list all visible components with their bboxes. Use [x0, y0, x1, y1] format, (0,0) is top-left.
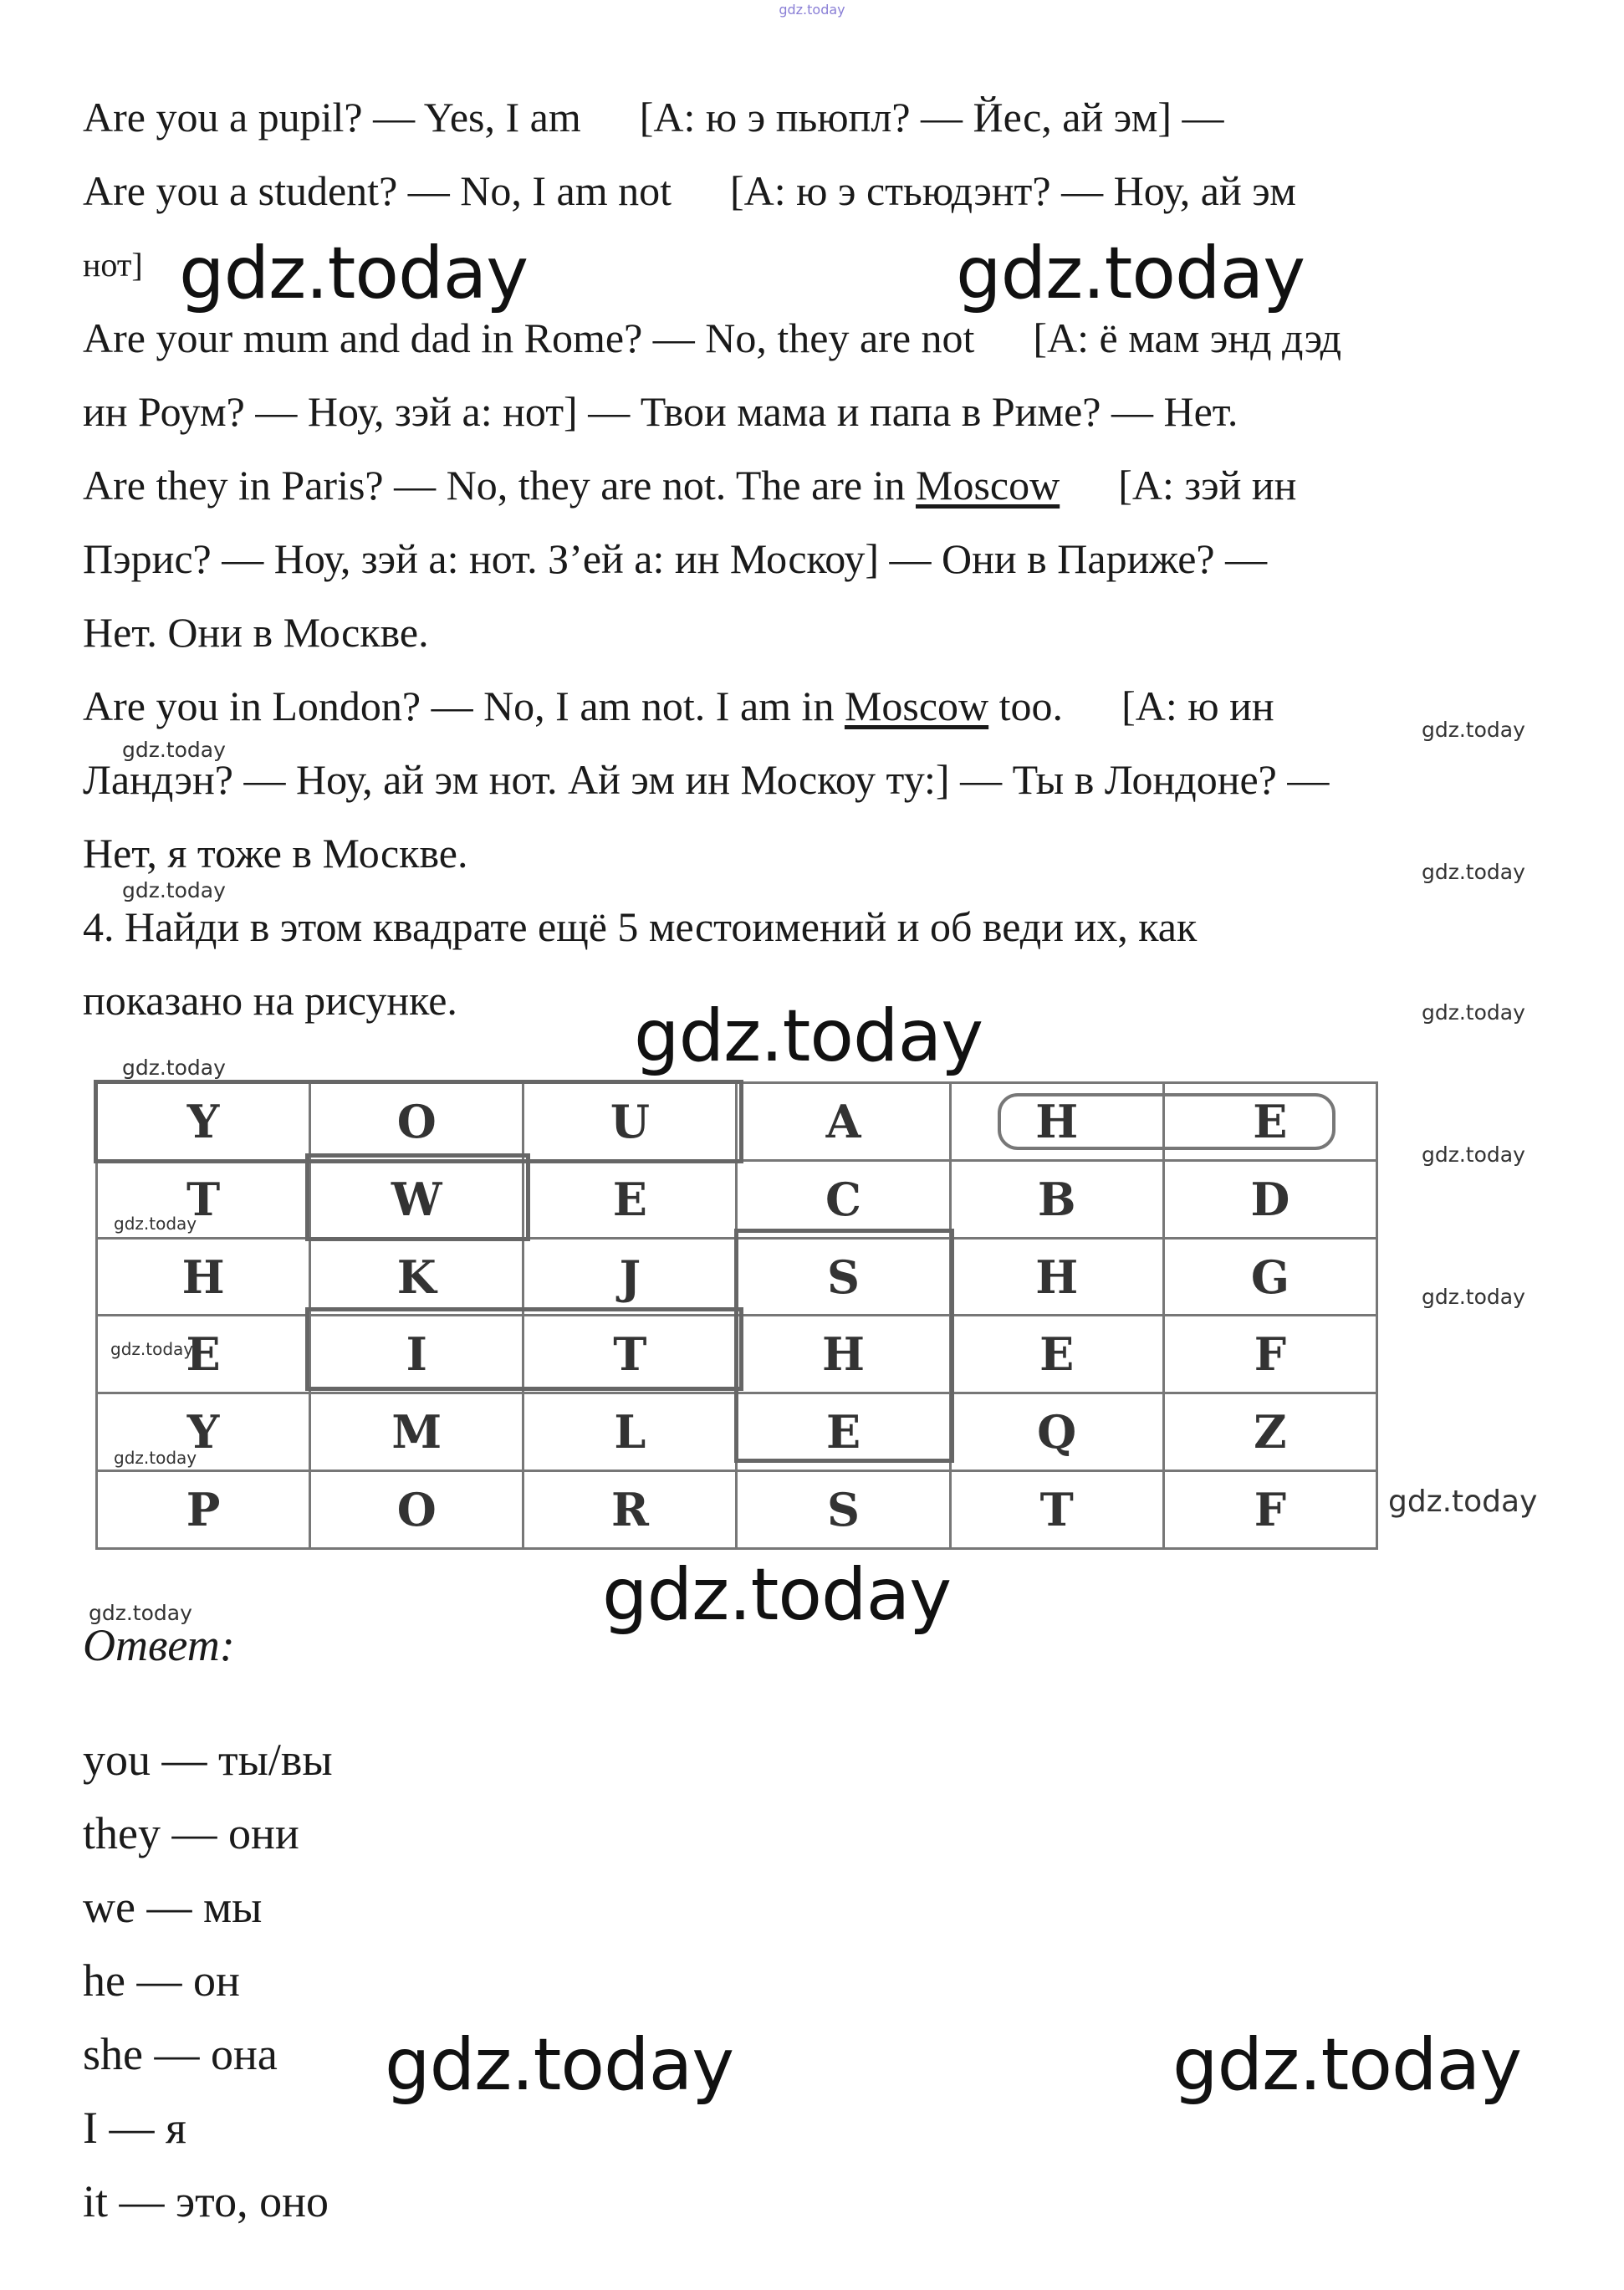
grid-cell: E [950, 1316, 1163, 1393]
task-heading-text: 4. Найди в этом квадрате ещё 5 местоимений и об веди их, как [83, 903, 1198, 950]
grid-cell: L [523, 1393, 737, 1471]
grid-cell: E [523, 1160, 737, 1238]
line-9-english: Are you in London? — No, I am not. I am in [83, 682, 835, 729]
grid-cell: Z [1163, 1393, 1376, 1471]
watermark-small: gdz.today [122, 878, 226, 902]
grid-cell: T [523, 1316, 737, 1393]
watermark-small: gdz.today [1422, 1142, 1525, 1167]
answer-item: you — ты/вы [83, 1735, 333, 1785]
text-line-7 [83, 534, 1267, 584]
grid-row [97, 1083, 1377, 1161]
line-1-english: Are you a pupil? — Yes, I am [83, 94, 581, 141]
grid-cell: T [950, 1471, 1163, 1549]
grid-cell: H [737, 1316, 950, 1393]
text-line-10 [83, 754, 1329, 805]
grid-row [97, 1160, 1377, 1238]
grid-cell: D [1163, 1160, 1376, 1238]
line-3-text: нот] [83, 246, 143, 284]
grid-cell: P [97, 1471, 310, 1549]
answer-item: he — он [83, 1955, 240, 2006]
watermark: gdz.today [1172, 2023, 1522, 2107]
watermark: gdz.today [634, 994, 983, 1078]
grid-cell: B [950, 1160, 1163, 1238]
line-7-text: Пэрис? — Ноу, зэй а: нот. З’ей а: ин Москоу] — Они в Париже? — [83, 535, 1268, 582]
grid-cell: I [310, 1316, 523, 1393]
text-line-6 [83, 460, 1296, 510]
line-5-text: ин Роум? — Ноу, зэй а: нот] — Твои мама и папа в Риме? — Нет. [83, 388, 1238, 435]
line-4-transcription: [А: ё мам энд дэд [1033, 314, 1342, 361]
watermark-tiny: gdz.today [110, 1339, 194, 1359]
watermark-top: gdz.today [779, 2, 845, 18]
grid-cell: Y [97, 1393, 310, 1471]
watermark-tiny: gdz.today [114, 1214, 197, 1234]
grid-cell: S [737, 1471, 950, 1549]
text-line-11 [83, 828, 467, 878]
grid-cell: H [950, 1238, 1163, 1316]
watermark: gdz.today [385, 2023, 734, 2107]
grid-cell: A [737, 1083, 950, 1161]
line-9-transcription: [А: ю ин [1121, 682, 1274, 729]
watermark: gdz.today [956, 232, 1305, 315]
grid-cell: O [310, 1471, 523, 1549]
grid-cell: O [310, 1083, 523, 1161]
answer-item: I — я [83, 2103, 186, 2153]
grid-cell: U [523, 1083, 737, 1161]
watermark-small: gdz.today [1388, 1485, 1538, 1519]
watermark-tiny: gdz.today [114, 1448, 197, 1468]
grid-cell: H [950, 1083, 1163, 1161]
answer-item: it — это, оно [83, 2176, 329, 2226]
watermark: gdz.today [179, 232, 529, 315]
watermark-small: gdz.today [1422, 1000, 1525, 1025]
task-heading [83, 902, 1197, 952]
grid-cell: E [1163, 1083, 1376, 1161]
line-8-text: Нет. Они в Москве. [83, 609, 429, 656]
text-line-4 [83, 313, 1341, 363]
line-9-underlined-word: Moscow [844, 682, 989, 729]
grid-cell: W [310, 1160, 523, 1238]
text-line-8 [83, 607, 429, 657]
grid-cell: K [310, 1238, 523, 1316]
grid-cell: E [737, 1393, 950, 1471]
grid-cell: S [737, 1238, 950, 1316]
watermark-small: gdz.today [122, 738, 226, 762]
line-1-transcription: [А: ю э пьюпл? — Йес, ай эм] — [639, 94, 1224, 141]
task-heading-text-cont: показано на рисунке. [83, 977, 457, 1024]
grid-cell: Y [97, 1083, 310, 1161]
line-6-transcription: [А: зэй ин [1118, 462, 1297, 509]
grid-row [97, 1393, 1377, 1471]
answer-item: we — мы [83, 1882, 263, 1932]
watermark-small: gdz.today [1422, 1285, 1525, 1309]
grid-row [97, 1238, 1377, 1316]
line-11-text: Нет, я тоже в Москве. [83, 830, 468, 877]
grid-cell: T [97, 1160, 310, 1238]
grid-cell: M [310, 1393, 523, 1471]
answer-item: they — они [83, 1808, 299, 1858]
line-4-english: Are your mum and dad in Rome? — No, they are not [83, 314, 975, 361]
line-10-text: Ландэн? — Ноу, ай эм нот. Ай эм ин Москоу ту:] — Ты в Лондоне? — [83, 756, 1330, 803]
answer-heading: Ответ: [83, 1620, 235, 1670]
grid-cell: G [1163, 1238, 1376, 1316]
letter-grid [95, 1081, 1378, 1550]
watermark-small: gdz.today [122, 1056, 226, 1080]
task-heading-cont [83, 975, 457, 1025]
letter-grid-table [95, 1081, 1378, 1550]
line-6-underlined-word: Moscow [916, 462, 1060, 509]
line-2-english: Are you a student? — No, I am not [83, 167, 672, 214]
watermark-small: gdz.today [1422, 718, 1525, 742]
text-line-3 [83, 240, 143, 290]
watermark-small: gdz.today [1422, 860, 1525, 884]
answer-item: she — она [83, 2029, 278, 2079]
grid-cell: F [1163, 1471, 1376, 1549]
text-line-5 [83, 386, 1238, 437]
line-2-transcription: [А: ю э стьюдэнт? — Ноу, ай эм [730, 167, 1296, 214]
text-line-1 [83, 92, 1224, 142]
grid-cell: H [97, 1238, 310, 1316]
line-9-english-end: too. [998, 682, 1064, 729]
grid-row [97, 1471, 1377, 1549]
grid-cell: R [523, 1471, 737, 1549]
grid-cell: Q [950, 1393, 1163, 1471]
watermark: gdz.today [602, 1553, 952, 1637]
watermark-small: gdz.today [89, 1601, 192, 1625]
text-line-9 [83, 681, 1274, 731]
grid-cell: J [523, 1238, 737, 1316]
grid-cell: F [1163, 1316, 1376, 1393]
grid-cell: E [97, 1316, 310, 1393]
line-6-english: Are they in Paris? — No, they are not. The are in [83, 462, 906, 509]
grid-cell: C [737, 1160, 950, 1238]
grid-row [97, 1316, 1377, 1393]
text-line-2 [83, 166, 1296, 216]
